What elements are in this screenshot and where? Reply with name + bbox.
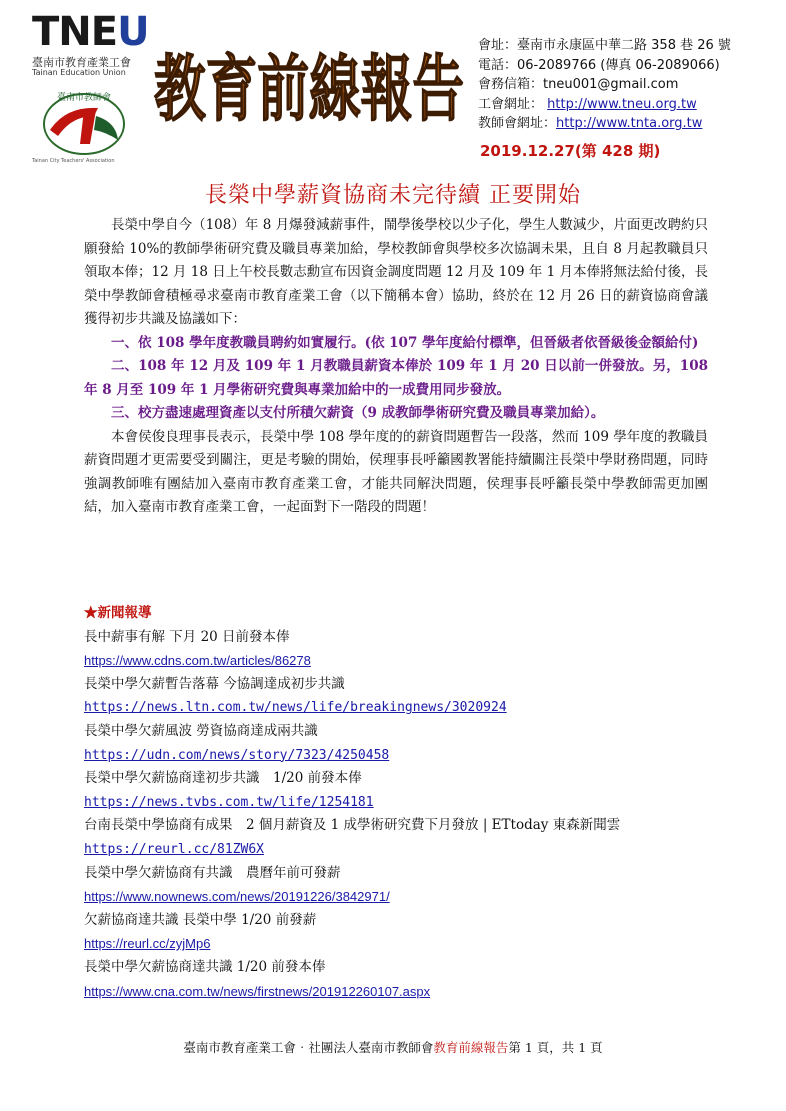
news-headline: 長榮中學欠薪協商達共識 1/20 前發本俸 [84,958,326,975]
body-paragraph-1: 長榮中學自今（108）年 8 月爆發減薪事件，鬧學後學校以少子化，學生人數減少，片面更改聘約只願發給 10%的教師學術研究費及職員專業加給，學校教師會與學校多次協調未果，且自 8 月起教職員只領取本俸；12 月 18 日上午校長數志勳宣布因資金調度問題 12 月及 109 年 1 月本俸將無法給付後，長榮中學教師會積極尋求臺南市教育產業工會（以下簡稱本會）協助，終於在 12 月 26 日的薪資協商會議獲得初步共識及協議如下： [84,217,709,327]
news-headline: 長中薪事有解 下月 20 日前發本俸 [84,628,290,645]
news-headline: 長榮中學欠薪風波 勞資協商達成兩共識 [84,722,318,739]
masthead-text: 教育前線報告 [154,46,464,131]
agreement-item-2: 二、108 年 12 月及 109 年 1 月教職員薪資本俸於 109 年 1 月 20 日以前一併發放。另，108 年 8 月至 109 年 1 月學術研究費與專業加給中的一成費用同步發放。 [84,358,708,398]
union-web-link[interactable]: http://www.tneu.org.tw [547,96,697,112]
news-link[interactable]: https://news.tvbs.com.tw/life/1254181 [84,794,374,810]
body-paragraph-2: 本會侯俊良理事長表示，長榮中學 108 學年度的的薪資問題暫告一段落，然而 109 學年度的教職員薪資問題才更需要受到關注，更是考驗的開始，侯理事長呼籲國教署能持續關注長榮中學財務問題，同時強調教師唯有團結加入臺南市教育產業工會，才能共同解決問題，侯理事長呼籲長榮中學教師需更加團結，加入臺南市教育產業工會，一起面對下一階段的問題！ [84,428,708,515]
email-value[interactable]: tneu001@gmail.com [543,77,679,92]
footer-publication: 教育前線報告 [433,1040,509,1055]
email-label: 會務信箱： [478,77,544,92]
seal-caption: Tainan City Teachers' Association [32,158,115,164]
news-link[interactable]: https://news.ltn.com.tw/news/life/breakingnews/3020924 [84,700,507,716]
logo-letters: TNE [32,9,118,55]
logo-union-name: 臺南市教育產業工會 [32,56,131,69]
news-headline: 長榮中學欠薪協商有共識 農曆年前可發薪 [84,864,341,881]
union-web-row [478,95,778,115]
phone-value: 06-2089766 (傳真 06-2089066) [517,57,720,73]
footer-org: 臺南市教育產業工會‧社團法人臺南市教師會 [183,1040,434,1055]
news-headline: 長榮中學欠薪暫告落幕 今協調達成初步共識 [84,675,345,692]
teacher-web-link[interactable]: http://www.tnta.org.tw [556,116,703,131]
news-link[interactable]: https://www.cdns.com.tw/articles/86278 [84,653,311,669]
teacher-web-label: 教師會網址： [478,116,557,131]
contact-info [478,36,778,134]
masthead-title [150,38,468,134]
news-headline: 台南長榮中學協商有成果 2 個月薪資及 1 成學術研究費下月發放 | ETtoday 東森新聞雲 [84,817,621,834]
star-icon: ★ [84,605,98,621]
union-web-label: 工會網址： [478,96,544,112]
article-body [84,214,708,520]
news-link[interactable]: https://udn.com/news/story/7323/4250458 [84,747,390,763]
teachers-association-seal-icon [36,86,132,158]
address-label: 會址： [478,38,518,53]
news-headline: 長榮中學欠薪協商達初步共識 1/20 前發本俸 [84,770,362,787]
news-link[interactable]: https://reurl.cc/zyjMp6 [84,936,211,952]
address-row [478,36,778,56]
tneu-logo [28,9,149,164]
issue-date: 2019.12.27(第 428 期) [480,142,661,160]
news-link[interactable]: https://www.cna.com.tw/news/firstnews/201912260107.aspx [84,983,431,999]
news-section [84,602,724,1003]
email-row [478,75,778,95]
news-heading-label: 新聞報導 [97,605,152,621]
logo-union-name-en: Tainan Education Union [32,68,126,77]
svg-text:臺南市教師會: 臺南市教師會 [56,93,112,103]
phone-row [478,56,778,76]
news-heading [84,602,724,626]
news-link[interactable]: https://reurl.cc/81ZW6X [84,841,265,857]
logo-letter-u: U [117,9,149,55]
phone-label: 電話： [478,57,518,73]
page-footer [0,1038,786,1056]
article-title: 長榮中學薪資協商未完待續 正要開始 [205,183,581,208]
footer-page-number: 第 1 頁，共 1 頁 [508,1040,603,1055]
agreement-item-3: 三、校方盡速處理資產以支付所積欠薪資（9 成教師學術研究費及職員專業加給）。 [111,405,605,421]
teacher-web-row [478,114,778,134]
address-value: 臺南市永康區中華二路 358 巷 26 號 [517,38,731,53]
tneu-logo-wordmark [32,10,149,54]
news-headline: 欠薪協商達共識 長榮中學 1/20 前發薪 [84,911,317,928]
agreement-item-1: 一、依 108 學年度教職員聘約如實履行。(依 107 學年度給付標準，但晉級者依晉級後金額給付) [111,334,699,351]
news-link[interactable]: https://www.nownews.com/news/20191226/3842971/ [84,889,390,905]
